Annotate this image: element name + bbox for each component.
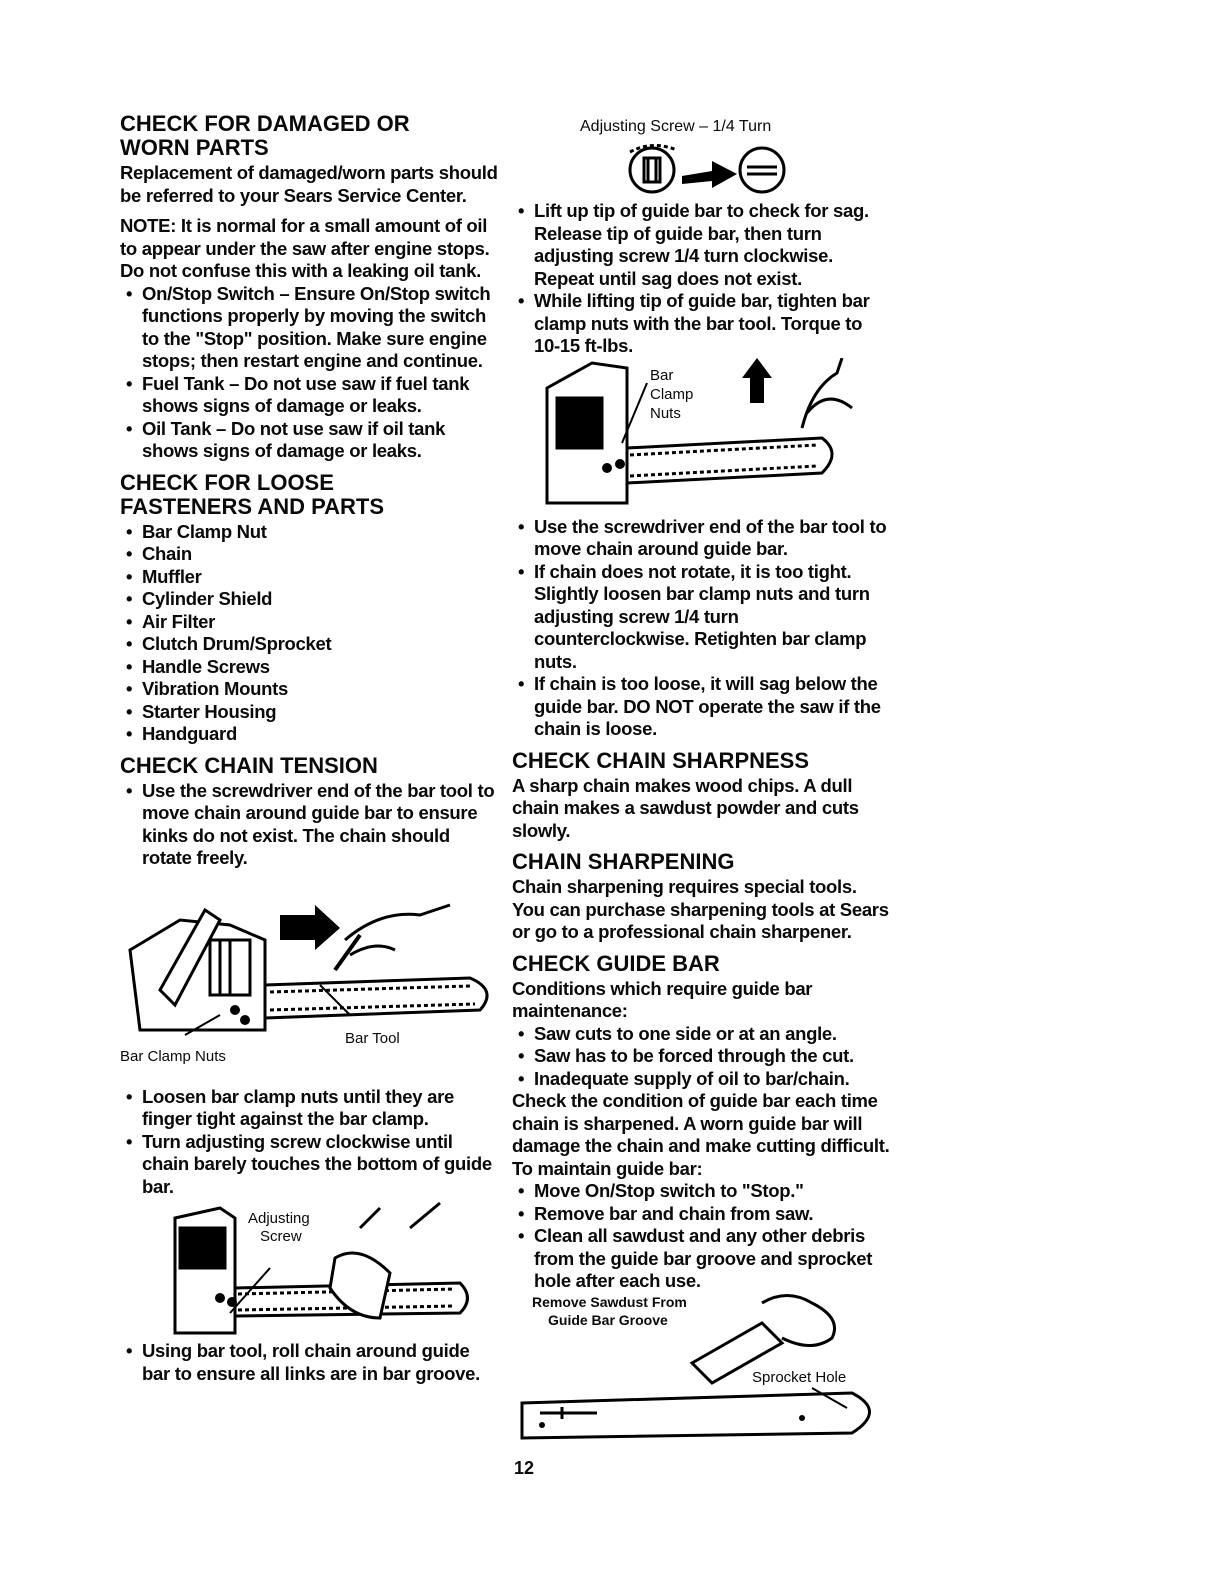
list-item: • Clean all sawdust and any other debris from the guide bar groove and sprocket hole after each use. <box>512 1225 892 1293</box>
list-item: • Inadequate supply of oil to bar/chain. <box>512 1068 892 1091</box>
list-item: • Turn adjusting screw clockwise until chain barely touches the bottom of guide bar. <box>120 1131 500 1199</box>
label-bar-clamp-nuts-right: Bar Clamp Nuts <box>650 366 694 422</box>
lift-tip-figure <box>512 358 892 508</box>
list-item: • Use the screwdriver end of the bar tool to move chain around guide bar. <box>512 516 892 561</box>
list-item: • Saw has to be forced through the cut. <box>512 1045 892 1068</box>
list-item: • Clutch Drum/Sprocket <box>120 633 500 656</box>
guide-bar-cleaning-figure <box>512 1293 892 1443</box>
arrow-right-icon <box>280 905 340 950</box>
guide-bar-steps <box>512 1180 892 1293</box>
page-number: 12 <box>514 1458 535 1478</box>
heading-chain-sharpness: CHECK CHAIN SHARPNESS <box>512 747 810 773</box>
list-item: • If chain does not rotate, it is too tight. Slightly loosen bar clamp nuts and turn adjusting screw 1/4 turn counterclockwise. Retighten bar clamp nuts. <box>512 561 892 674</box>
list-item: • Handle Screws <box>120 656 500 679</box>
guide-bar-text: Check the condition of guide bar each time chain is sharpened. A worn guide bar will damage the chain and make cutting difficult. To maintain guide bar: <box>512 1090 890 1179</box>
tension-list-3 <box>120 1340 500 1385</box>
list-item: • Chain <box>120 543 500 566</box>
adjusting-screw-illustration <box>120 1198 500 1340</box>
adjusting-screw-figure <box>120 1198 500 1340</box>
guide-bar-intro: Conditions which require guide bar maintenance: <box>512 977 813 1021</box>
list-item: • Oil Tank – Do not use saw if oil tank shows signs of damage or leaks. <box>120 418 500 463</box>
damaged-list <box>120 283 500 463</box>
list-item: • Lift up tip of guide bar to check for sag. Release tip of guide bar, then turn adjusting screw 1/4 turn clockwise. Repeat until sag does not exist. <box>512 200 892 290</box>
damaged-intro: Replacement of damaged/worn parts should be referred to your Sears Service Center. <box>120 162 498 206</box>
list-item: • Loosen bar clamp nuts until they are finger tight against the bar clamp. <box>120 1086 500 1131</box>
heading-guide-bar: CHECK GUIDE BAR <box>512 950 720 976</box>
tension-list-2 <box>120 1086 500 1199</box>
rotate-list <box>512 516 892 741</box>
arrow-up-icon <box>742 358 772 403</box>
list-item: • Move On/Stop switch to "Stop." <box>512 1180 892 1203</box>
list-item: • Vibration Mounts <box>120 678 500 701</box>
label-sprocket-hole: Sprocket Hole <box>752 1368 847 1386</box>
sharpening-text: Chain sharpening requires special tools. You can purchase sharpening tools at Sears or go to a professional chain sharpener. <box>512 876 889 942</box>
tension-list <box>120 780 500 870</box>
guide-bar-conditions <box>512 1023 892 1091</box>
bar-tool-figure <box>120 880 500 1080</box>
list-item: • On/Stop Switch – Ensure On/Stop switch functions properly by moving the switch to the "Stop" position. Make sure engine stops; then restart engine and continue. <box>120 283 500 373</box>
list-item: • Remove bar and chain from saw. <box>512 1203 892 1226</box>
list-item: • Cylinder Shield <box>120 588 500 611</box>
sag-list <box>512 200 892 358</box>
label-adjusting-screw: Adjusting Screw <box>248 1210 310 1245</box>
list-item: • Saw cuts to one side or at an angle. <box>512 1023 892 1046</box>
list-item: • Air Filter <box>120 611 500 634</box>
label-remove-sawdust: Remove Sawdust From Guide Bar Groove <box>532 1293 687 1328</box>
list-item: • While lifting tip of guide bar, tighten bar clamp nuts with the bar tool. Torque to 10-15 ft-lbs. <box>512 290 892 358</box>
quarter-turn-illustration <box>512 136 892 200</box>
list-item: • Handguard <box>120 723 500 746</box>
heading-loose-fasteners: CHECK FOR LOOSE FASTENERS AND PARTS <box>120 469 385 519</box>
list-item: • If chain is too loose, it will sag below the guide bar. DO NOT operate the saw if the chain is loose. <box>512 673 892 741</box>
list-item: • Using bar tool, roll chain around guide bar to ensure all links are in bar groove. <box>120 1340 500 1385</box>
label-bar-clamp-nuts: Bar Clamp Nuts <box>120 1047 226 1065</box>
list-item: • Bar Clamp Nut <box>120 521 500 544</box>
loose-list <box>120 521 500 746</box>
heading-chain-tension: CHECK CHAIN TENSION <box>120 752 378 778</box>
list-item: • Fuel Tank – Do not use saw if fuel tank shows signs of damage or leaks. <box>120 373 500 418</box>
arrow-right-icon <box>682 161 737 188</box>
right-column <box>512 118 892 1443</box>
heading-chain-sharpening: CHAIN SHARPENING <box>512 849 735 874</box>
sharpness-text: A sharp chain makes wood chips. A dull chain makes a sawdust powder and cuts slowly. <box>512 774 859 841</box>
left-column <box>120 108 500 1385</box>
list-item: • Muffler <box>120 566 500 589</box>
damaged-note: NOTE: It is normal for a small amount of oil to appear under the saw after engine stops. Do not confuse this with a leaking oil tank. <box>120 215 490 281</box>
quarter-turn-figure <box>512 136 892 200</box>
lift-guide-bar-illustration <box>512 358 892 508</box>
heading-damaged-parts: CHECK FOR DAMAGED OR WORN PARTS <box>120 111 410 160</box>
label-adjusting-screw-quarter-turn: Adjusting Screw – 1/4 Turn <box>580 118 772 135</box>
list-item: • Use the screwdriver end of the bar tool to move chain around guide bar to ensure kinks do not exist. The chain should rotate freely. <box>120 780 500 870</box>
label-bar-tool: Bar Tool <box>345 1029 400 1047</box>
list-item: • Starter Housing <box>120 701 500 724</box>
